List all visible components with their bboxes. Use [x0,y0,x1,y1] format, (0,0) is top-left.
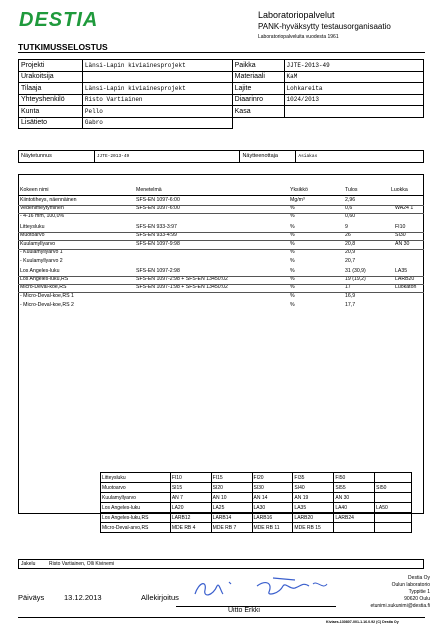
classes-row [101,473,412,483]
info-row [19,60,424,72]
sample-id-label: Näytetunnus [19,151,95,163]
info-label: Diaarinro [232,94,284,106]
distribution-label: Jakelu [21,561,36,567]
results-cell: - Kuulamyllyarvo 2 [20,258,63,264]
results-header-cell: Yksikkö [290,187,308,193]
results-row-rule [18,213,424,214]
classes-table [100,472,412,533]
classes-cell: LA25 [211,503,252,513]
results-cell: % [290,293,295,299]
classes-cell: SI30 [252,483,293,493]
company-address [360,575,430,610]
classes-cell: LARB12 [170,513,211,523]
signature-label: Allekirjoitus [141,593,179,602]
results-cell: Los Angeles-luku [20,268,60,274]
info-value: Gabro [82,117,232,129]
lab-subtitle: PANK-hyväksytty testausorganisaatio [258,22,391,31]
results-cell: 20,8 [345,241,356,247]
info-row [19,94,424,106]
results-row [18,276,424,284]
results-header-cell: Tulos [345,187,358,193]
results-cell: Vedenimeytyminen [20,205,64,211]
classes-cell: SI40 [293,483,334,493]
document-id: Kiviaes-130807-001-1.16.0.92 (C) Destia Oy [326,620,399,624]
info-label: Paikka [232,60,284,72]
classes-cell [334,523,375,533]
info-value: Risto Vartiainen [82,94,232,106]
results-row [18,241,424,249]
results-cell: Micro-Deval-koe,RS [20,284,67,290]
results-cell: - 4-16 mm, 100,0% [20,213,65,219]
sampler-value: Asiakas [296,151,424,163]
destia-logo-mark [19,9,127,29]
lab-title: Laboratoriopalvelut [258,10,335,20]
results-cell: 0,60 [345,213,356,219]
results-cell: - Kuulamyllyarvo 1 [20,249,63,255]
results-cell: % [290,249,295,255]
header-rule [18,52,425,53]
classes-cell [375,473,412,483]
results-cell: % [290,284,295,290]
company-name: Destia Oy [408,575,430,581]
results-cell: - Micro-Deval-koe,RS 2 [20,302,74,308]
results-row-rule [18,284,424,285]
results-cell: - Micro-Deval-koe,RS 1 [20,293,74,299]
results-cell: % [290,241,295,247]
results-header-row [18,187,424,195]
svg-text:DESTIA: DESTIA [19,9,99,29]
results-row [18,268,424,276]
results-cell: 20,7 [345,258,356,264]
results-cell: 16,9 [345,293,356,299]
classes-row-label: Muotoarvo [101,483,171,493]
classes-cell: AN 14 [252,493,293,503]
lab-since: Laboratoriopalveluita vuodesta 1961 [258,34,339,40]
info-label: Lajite [232,83,284,95]
results-cell: Muotoarvo [20,232,45,238]
results-row-rule [18,292,424,293]
results-cell: % [290,268,295,274]
classes-row-label: Kuulamyllyarvo [101,493,171,503]
info-value: Länsi-Lapin kiviainesprojekt [82,83,232,95]
results-cell: SFS-EN 1097-1:98 + SFS-EN 13450:02 [136,284,228,290]
classes-cell: SI50 [375,483,412,493]
info-value: Lohkareita [284,83,423,95]
classes-cell [375,493,412,503]
results-cell: WA24 1 [395,205,414,211]
classes-cell: AN 7 [170,493,211,503]
classes-cell [375,513,412,523]
classes-cell: FI20 [252,473,293,483]
classes-cell: SI15 [170,483,211,493]
info-label: Yhteyshenkilö [19,94,83,106]
classes-row-label: Micro-Deval-arvo,RS [101,523,171,533]
results-row [18,249,424,257]
results-cell: % [290,213,295,219]
results-cell: Litteysluku [20,224,45,230]
results-row [18,232,424,240]
info-table [18,59,424,129]
classes-cell: LA30 [252,503,293,513]
results-header-cell: Menetelmä [136,187,162,193]
info-value: Länsi-Lapin kiviainesprojekt [82,60,232,72]
info-label: Kasa [232,106,284,118]
classes-row [101,483,412,493]
info-label: Projekti [19,60,83,72]
classes-cell: MDE RB 15 [293,523,334,533]
results-cell: Kuulamyllyarvo [20,241,56,247]
results-cell: SFS-EN 1097-9:98 [136,241,180,247]
classes-row [101,493,412,503]
results-cell: SFS-EN 933-4:99 [136,232,177,238]
results-cell: % [290,276,295,282]
results-header-cell: Luokka [391,187,408,193]
results-cell: LA35 [395,268,408,274]
results-cell: 26 [345,232,351,238]
handwritten-signature [185,572,335,606]
classes-cell: FI10 [170,473,211,483]
results-cell: Mg/m³ [290,197,305,203]
results-cell: % [290,205,295,211]
classes-cell: LA40 [334,503,375,513]
classes-cell: FI50 [334,473,375,483]
classes-row-label: Litteysluku [101,473,171,483]
results-row [18,293,424,301]
classes-cell: LARB20 [293,513,334,523]
results-row [18,224,424,232]
results-row-rule [18,249,424,250]
results-cell: SFS-EN 1097-6:00 [136,197,180,203]
results-cell: FI10 [395,224,406,230]
results-row-rule [18,232,424,233]
date-value: 13.12.2013 [64,593,102,602]
company-city: 90620 Oulu [404,596,430,602]
classes-row-label: Los Angeles-luku,RS [101,513,171,523]
results-header-rule [18,195,424,196]
classes-cell: LARB16 [252,513,293,523]
results-cell: 0,6 [345,205,353,211]
results-row [18,213,424,221]
classes-cell: FI35 [293,473,334,483]
destia-logo [19,9,127,29]
classes-cell: AN 10 [211,493,252,503]
classes-cell: MDE RB 7 [211,523,252,533]
results-cell: AN 30 [395,241,410,247]
results-cell: 19 (19,2) [345,276,366,282]
classes-row [101,503,412,513]
company-street: Typpitie 1 [408,589,430,595]
info-value: KaM [284,71,423,83]
results-cell: % [290,232,295,238]
classes-cell: LA35 [293,503,334,513]
results-cell: SFS-EN 1097-2:98 [136,268,180,274]
classes-cell [375,523,412,533]
info-label: Lisätieto [19,117,83,129]
results-cell: 17 [345,284,351,290]
results-row [18,302,424,310]
classes-cell: LA50 [375,503,412,513]
results-cell: Kiintotiheys, näennäinen [20,197,77,203]
classes-cell: AN 30 [334,493,375,503]
results-row [18,284,424,292]
classes-cell: AN 19 [293,493,334,503]
info-row [19,117,424,129]
info-label: Kunta [19,106,83,118]
info-row [19,106,424,118]
results-cell: SFS-EN 1097-2:98 + SFS-EN 13450:02 [136,276,228,282]
info-label: Urakoitsija [19,71,83,83]
footer-rule [18,617,425,618]
info-value [82,71,232,83]
results-cell: % [290,302,295,308]
sampler-label: Näytteenottaja [240,151,296,163]
results-cell: SFS-EN 933-3:97 [136,224,177,230]
info-label: Tilaaja [19,83,83,95]
results-cell: 2,96 [345,197,356,203]
results-row-rule [18,276,424,277]
results-cell: 20,9 [345,249,356,255]
sample-id-value: JJTE-2013-49 [94,151,240,163]
results-row-rule [18,240,424,241]
classes-cell: SI20 [211,483,252,493]
classes-cell: LARB24 [334,513,375,523]
signer-name: Uitto Erkki [228,607,260,614]
classes-cell: MDE RB 4 [170,523,211,533]
distribution-value: Risto Vartiainen, Olli Kivinemi [49,561,115,567]
results-cell: LARB20 [395,276,415,282]
classes-cell: LA20 [170,503,211,513]
classes-cell: SI55 [334,483,375,493]
results-cell: % [290,258,295,264]
sample-table [18,150,424,163]
distribution-box [18,559,424,569]
results-cell: % [290,224,295,230]
results-cell: 17,7 [345,302,356,308]
classes-cell: FI15 [211,473,252,483]
classes-cell: MDE RB 11 [252,523,293,533]
results-cell: 9 [345,224,348,230]
results-cell: Los Angeles-luku,RS [20,276,69,282]
results-cell: Luokaton [395,284,417,290]
company-dept: Oulun laboratorio [391,582,430,588]
document-title: TUTKIMUSSELOSTUS [18,42,108,52]
results-row-rule [18,205,424,206]
info-row [19,71,424,83]
classes-row [101,513,412,523]
info-value: 1024/2013 [284,94,423,106]
classes-row [101,523,412,533]
info-row [19,83,424,95]
results-cell: SFS-EN 1097-6:00 [136,205,180,211]
info-value: JJTE-2013-49 [284,60,423,72]
info-label: Materiaali [232,71,284,83]
classes-cell: LARB14 [211,513,252,523]
info-value [284,106,423,118]
date-label: Päiväys [18,593,45,602]
classes-row-label: Los Angeles-luku [101,503,171,513]
results-cell: SI30 [395,232,406,238]
company-email: etunimi.sukunimi@destia.fi [370,603,430,609]
results-row [18,197,424,205]
results-row [18,205,424,213]
results-cell: 31 (30,9) [345,268,366,274]
results-row [18,258,424,266]
info-value: Pello [82,106,232,118]
results-header-cell: Kokeen nimi [20,187,49,193]
